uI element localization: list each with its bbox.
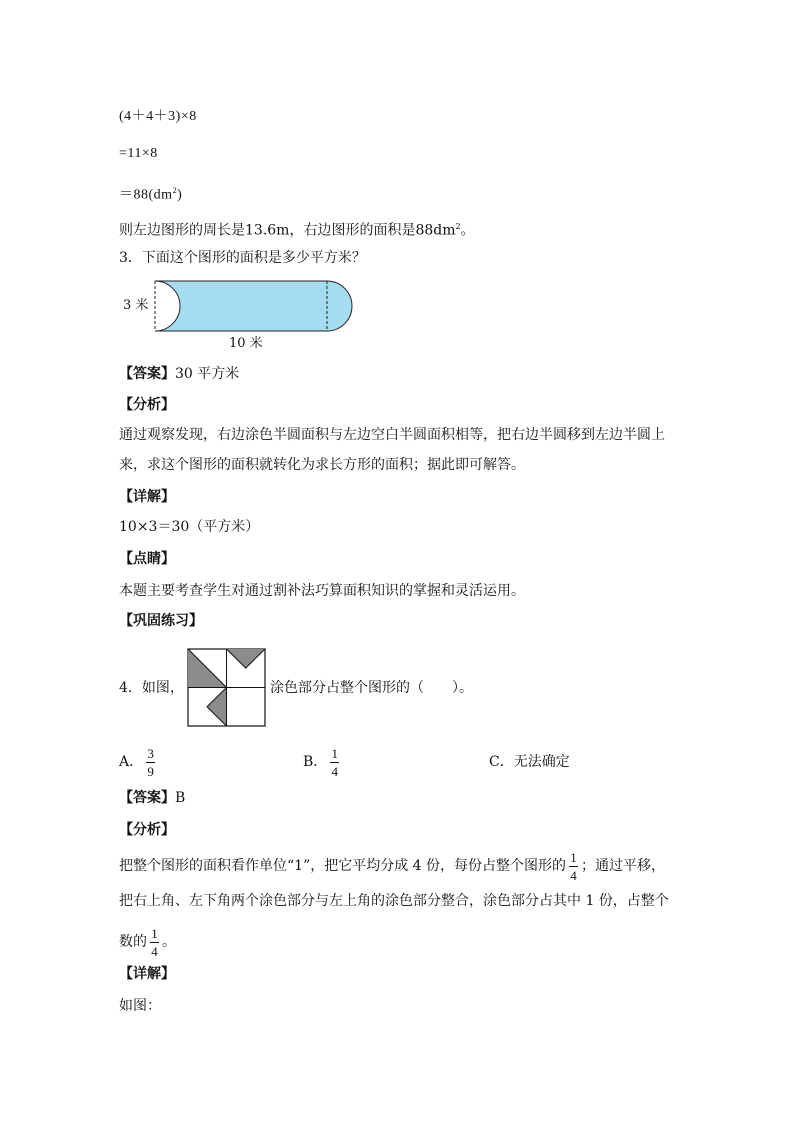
q4-option-b [303,745,342,779]
fraction-bar [146,762,155,763]
q4-square-figure [187,648,267,728]
q4-option-b-denominator: 4 [331,763,339,779]
q4-analysis-fraction-2 [150,927,159,958]
denominator: 4 [151,943,158,959]
q4-option-a-numerator: 3 [147,745,154,761]
conclusion-exponent: 2 [455,222,461,231]
q4-option-a-denominator: 9 [147,763,154,779]
q3-answer [119,364,239,384]
q4-detail: 如图： [119,998,161,1014]
q3-detail: 10×3＝30（平方米） [119,519,260,535]
q4-answer-value: B [175,790,186,806]
calc-line-2: =11×8 [119,146,158,161]
q4-option-a [119,745,158,779]
calc-line-3-value: ＝88 [119,187,149,203]
q3-analysis-line-2: 来，求这个图形的面积就转化为求长方形的面积；据此即可解答。 [119,457,525,473]
q4-analysis-line-3-text: 数的 [119,934,147,950]
q3-analysis-line-1: 通过观察发现，右边涂色半圆面积与左边空白半圆面积相等，把右边半圆移到左边半圆上 [119,427,665,443]
calc-line-3-unit: (dm [148,187,173,203]
numerator: 1 [570,849,577,865]
q4-option-b-label: B． [303,754,328,770]
calc-line-3-exponent: 2 [172,186,178,195]
q3-shaded-region [155,281,352,331]
q4-analysis-line-2: 把右上角、左下角两个涂色部分与左上角的涂色部分整合，涂色部分占其中 1 份，占整个 [119,893,669,909]
q3-comment-tag: 【点睛】 [119,551,175,567]
q4-option-b-numerator: 1 [331,745,339,761]
q4-prefix: 4．如图， [119,680,184,696]
q4-suffix: 涂色部分占整个图形的（ ）。 [270,680,473,696]
q4-analysis-line-3-end: 。 [162,934,176,950]
q4-answer [119,788,185,808]
q3-analysis-tag: 【分析】 [119,397,175,413]
fraction-bar [569,866,578,867]
q4-detail-tag: 【详解】 [119,966,175,982]
q4-analysis-line-1-end: ；通过平移， [581,858,666,874]
q4-analysis-line-3 [119,924,176,960]
q3-comment: 本题主要考查学生对通过割补法巧算面积知识的掌握和灵活运用。 [119,583,525,599]
q3-height-label: 3 米 [123,298,149,313]
q4-analysis-line-1-text: 把整个图形的面积看作单位“1”，把它平均分成 4 份，每份占整个图形的 [119,858,567,874]
q4-analysis-tag: 【分析】 [119,822,175,838]
section-title: 【巩固练习】 [119,613,203,629]
q4-option-a-fraction [146,747,155,778]
conclusion-text [119,217,475,241]
q3-width-label: 10 米 [229,336,263,351]
q3-question: 3．下面这个图形的面积是多少平方米？ [119,250,366,266]
calc-line-3-close: ) [177,187,183,203]
conclusion-end: 。 [460,222,475,239]
q3-answer-value: 30 平方米 [175,366,240,382]
q4-analysis-fraction-1 [569,851,578,882]
numerator: 1 [151,925,158,941]
fraction-bar [150,942,159,943]
q4-option-b-fraction [330,747,339,778]
q4-option-a-label: A． [119,754,144,770]
calc-line-3 [119,181,182,206]
calc-line-1: (4＋4＋3)×8 [119,109,197,124]
q3-answer-tag: 【答案】 [119,366,175,382]
q3-detail-tag: 【详解】 [119,489,175,505]
q4-analysis-line-1 [119,848,665,884]
conclusion-main: 则左边图形的周长是13.6m，右边图形的面积是88dm [119,222,456,239]
denominator: 4 [570,867,577,883]
q4-option-c: C．无法确定 [489,754,570,770]
fraction-bar [330,762,339,763]
q4-answer-tag: 【答案】 [119,790,175,806]
